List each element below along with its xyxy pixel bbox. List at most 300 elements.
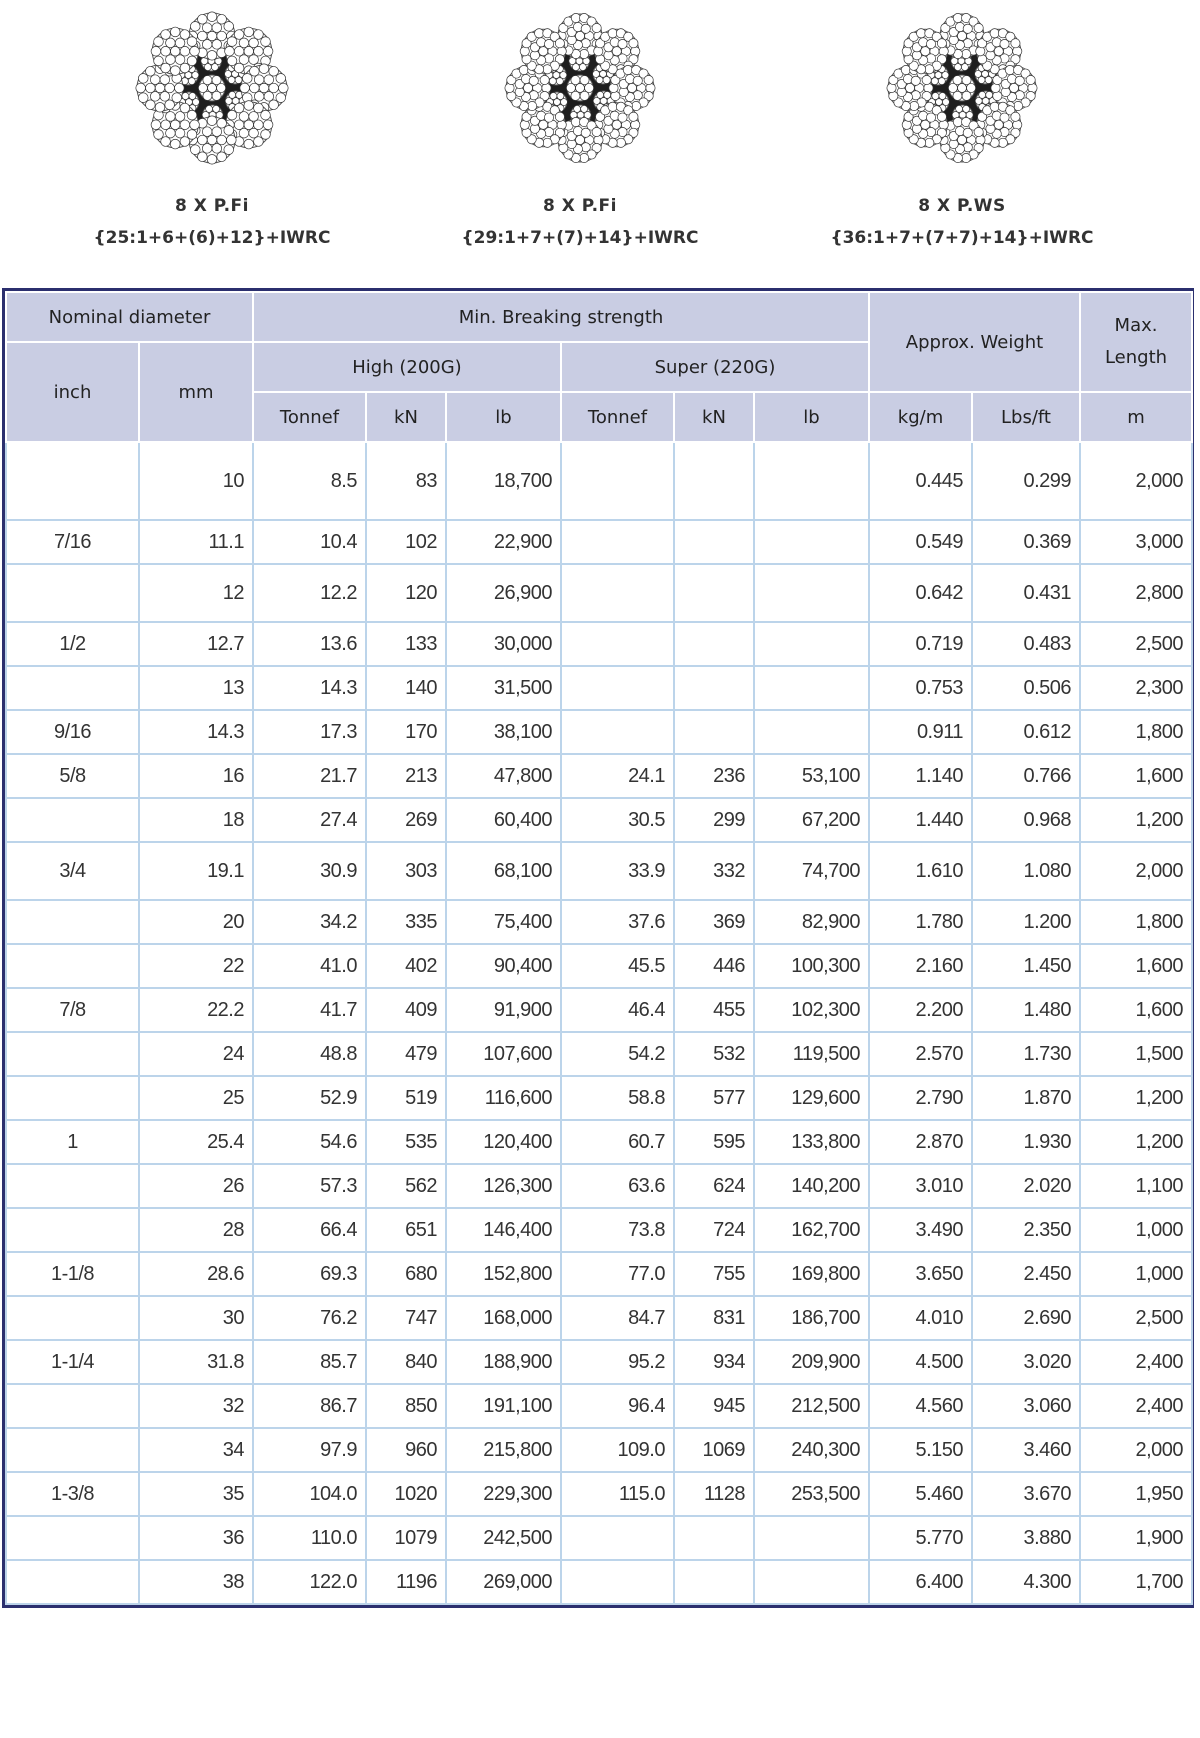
cell-super-tonnef xyxy=(561,1516,674,1560)
cell-high-tonnef: 48.8 xyxy=(253,1032,366,1076)
cell-lbs-per-ft: 0.612 xyxy=(972,710,1080,754)
rope-diagram-3 xyxy=(782,8,1142,248)
cell-kg-per-m: 1.780 xyxy=(869,900,972,944)
header-max-length xyxy=(1080,292,1192,392)
cell-kg-per-m: 3.490 xyxy=(869,1208,972,1252)
cell-super-lb xyxy=(754,1516,869,1560)
cell-high-kn: 1079 xyxy=(366,1516,446,1560)
header-min-breaking-strength: Min. Breaking strength xyxy=(253,292,869,342)
cell-high-lb: 215,800 xyxy=(446,1428,561,1472)
cell-super-lb: 162,700 xyxy=(754,1208,869,1252)
header-inch: inch xyxy=(6,342,139,442)
cell-super-kn: 595 xyxy=(674,1120,754,1164)
cell-super-kn: 1069 xyxy=(674,1428,754,1472)
cell-lbs-per-ft: 3.880 xyxy=(972,1516,1080,1560)
cell-super-lb: 186,700 xyxy=(754,1296,869,1340)
cell-inch xyxy=(6,1428,139,1472)
cell-super-tonnef xyxy=(561,442,674,520)
cell-high-tonnef: 13.6 xyxy=(253,622,366,666)
cell-kg-per-m: 0.549 xyxy=(869,520,972,564)
cell-mm: 10 xyxy=(139,442,253,520)
cell-high-kn: 519 xyxy=(366,1076,446,1120)
table-row xyxy=(6,1164,1192,1208)
cell-super-tonnef: 58.8 xyxy=(561,1076,674,1120)
cell-high-tonnef: 52.9 xyxy=(253,1076,366,1120)
cell-super-kn xyxy=(674,666,754,710)
cell-max-length: 1,900 xyxy=(1080,1516,1192,1560)
cell-super-kn: 624 xyxy=(674,1164,754,1208)
cell-lbs-per-ft: 1.480 xyxy=(972,988,1080,1032)
cell-super-kn: 934 xyxy=(674,1340,754,1384)
table-row xyxy=(6,1252,1192,1296)
cell-super-tonnef: 24.1 xyxy=(561,754,674,798)
table-row xyxy=(6,666,1192,710)
cell-high-tonnef: 122.0 xyxy=(253,1560,366,1604)
cell-super-kn xyxy=(674,520,754,564)
cell-super-tonnef xyxy=(561,666,674,710)
cell-mm: 38 xyxy=(139,1560,253,1604)
cell-super-kn: 299 xyxy=(674,798,754,842)
specification-table-frame xyxy=(2,288,1194,1608)
cell-kg-per-m: 5.460 xyxy=(869,1472,972,1516)
cell-lbs-per-ft: 1.930 xyxy=(972,1120,1080,1164)
cell-super-tonnef: 115.0 xyxy=(561,1472,674,1516)
rope-name: 8 X P.WS xyxy=(918,196,1006,216)
cell-super-kn xyxy=(674,622,754,666)
cell-super-lb: 133,800 xyxy=(754,1120,869,1164)
cell-mm: 18 xyxy=(139,798,253,842)
cell-mm: 24 xyxy=(139,1032,253,1076)
table-row xyxy=(6,564,1192,622)
cell-super-kn: 945 xyxy=(674,1384,754,1428)
cell-lbs-per-ft: 0.299 xyxy=(972,442,1080,520)
cell-super-kn xyxy=(674,564,754,622)
cell-mm: 14.3 xyxy=(139,710,253,754)
cell-super-kn: 455 xyxy=(674,988,754,1032)
cell-high-kn: 120 xyxy=(366,564,446,622)
cell-high-tonnef: 69.3 xyxy=(253,1252,366,1296)
cell-lbs-per-ft: 0.766 xyxy=(972,754,1080,798)
cell-high-lb: 26,900 xyxy=(446,564,561,622)
cell-super-kn: 831 xyxy=(674,1296,754,1340)
cell-super-kn xyxy=(674,1560,754,1604)
cell-super-kn: 724 xyxy=(674,1208,754,1252)
cell-super-tonnef xyxy=(561,520,674,564)
cell-inch xyxy=(6,798,139,842)
cell-mm: 25.4 xyxy=(139,1120,253,1164)
header-lbs-per-ft: Lbs/ft xyxy=(972,392,1080,442)
cell-inch xyxy=(6,900,139,944)
cell-high-tonnef: 34.2 xyxy=(253,900,366,944)
cell-mm: 28.6 xyxy=(139,1252,253,1296)
cell-lbs-per-ft: 3.060 xyxy=(972,1384,1080,1428)
cell-max-length: 3,000 xyxy=(1080,520,1192,564)
cell-high-tonnef: 41.0 xyxy=(253,944,366,988)
cell-super-tonnef: 109.0 xyxy=(561,1428,674,1472)
cell-high-kn: 269 xyxy=(366,798,446,842)
cell-super-lb xyxy=(754,442,869,520)
cell-super-kn xyxy=(674,710,754,754)
cell-inch: 1-1/4 xyxy=(6,1340,139,1384)
cell-mm: 12.7 xyxy=(139,622,253,666)
cell-high-kn: 535 xyxy=(366,1120,446,1164)
cell-super-lb: 240,300 xyxy=(754,1428,869,1472)
cell-super-tonnef: 37.6 xyxy=(561,900,674,944)
cell-high-lb: 188,900 xyxy=(446,1340,561,1384)
cell-mm: 31.8 xyxy=(139,1340,253,1384)
cell-max-length: 2,300 xyxy=(1080,666,1192,710)
cell-high-lb: 269,000 xyxy=(446,1560,561,1604)
rope-diagram-1 xyxy=(32,8,392,248)
cell-lbs-per-ft: 1.870 xyxy=(972,1076,1080,1120)
cell-mm: 16 xyxy=(139,754,253,798)
cell-kg-per-m: 4.010 xyxy=(869,1296,972,1340)
cell-mm: 36 xyxy=(139,1516,253,1560)
cell-mm: 30 xyxy=(139,1296,253,1340)
cell-inch xyxy=(6,1560,139,1604)
cell-inch: 1 xyxy=(6,1120,139,1164)
header-super-tonnef: Tonnef xyxy=(561,392,674,442)
cell-super-lb: 67,200 xyxy=(754,798,869,842)
cell-super-kn: 446 xyxy=(674,944,754,988)
cell-high-lb: 120,400 xyxy=(446,1120,561,1164)
cell-high-tonnef: 17.3 xyxy=(253,710,366,754)
cell-high-tonnef: 76.2 xyxy=(253,1296,366,1340)
cell-inch xyxy=(6,1384,139,1428)
cell-inch xyxy=(6,1296,139,1340)
table-row xyxy=(6,1428,1192,1472)
cell-mm: 22.2 xyxy=(139,988,253,1032)
rope-construction: {36:1+7+(7+7)+14}+IWRC xyxy=(830,228,1094,248)
cell-high-lb: 90,400 xyxy=(446,944,561,988)
header-max-length-label: Max. Length xyxy=(1104,315,1168,368)
cell-super-kn: 755 xyxy=(674,1252,754,1296)
table-row xyxy=(6,842,1192,900)
cell-lbs-per-ft: 3.670 xyxy=(972,1472,1080,1516)
cell-inch xyxy=(6,442,139,520)
cell-high-lb: 91,900 xyxy=(446,988,561,1032)
cell-super-lb xyxy=(754,1560,869,1604)
cell-mm: 22 xyxy=(139,944,253,988)
cell-inch: 1/2 xyxy=(6,622,139,666)
cell-high-kn: 170 xyxy=(366,710,446,754)
cell-max-length: 1,600 xyxy=(1080,988,1192,1032)
cell-super-tonnef: 46.4 xyxy=(561,988,674,1032)
cell-high-lb: 68,100 xyxy=(446,842,561,900)
cell-super-tonnef: 60.7 xyxy=(561,1120,674,1164)
cell-high-tonnef: 14.3 xyxy=(253,666,366,710)
cell-super-kn: 577 xyxy=(674,1076,754,1120)
cell-inch: 7/8 xyxy=(6,988,139,1032)
cell-max-length: 1,950 xyxy=(1080,1472,1192,1516)
rope-cross-section-image xyxy=(132,8,292,168)
rope-name: 8 X P.Fi xyxy=(174,196,249,216)
cell-super-lb: 100,300 xyxy=(754,944,869,988)
cell-max-length: 2,000 xyxy=(1080,842,1192,900)
cell-mm: 26 xyxy=(139,1164,253,1208)
rope-cross-section-image xyxy=(882,8,1042,168)
rope-diagram-2 xyxy=(400,8,760,248)
cell-super-kn: 1128 xyxy=(674,1472,754,1516)
cell-super-lb: 212,500 xyxy=(754,1384,869,1428)
header-row-1 xyxy=(6,292,1192,342)
cell-lbs-per-ft: 1.450 xyxy=(972,944,1080,988)
cell-kg-per-m: 0.911 xyxy=(869,710,972,754)
cell-kg-per-m: 5.150 xyxy=(869,1428,972,1472)
cell-high-tonnef: 10.4 xyxy=(253,520,366,564)
cell-high-kn: 335 xyxy=(366,900,446,944)
cell-mm: 20 xyxy=(139,900,253,944)
cell-kg-per-m: 2.200 xyxy=(869,988,972,1032)
cell-max-length: 1,200 xyxy=(1080,1120,1192,1164)
cell-max-length: 1,800 xyxy=(1080,710,1192,754)
table-row xyxy=(6,1208,1192,1252)
cell-super-lb: 129,600 xyxy=(754,1076,869,1120)
cell-high-tonnef: 27.4 xyxy=(253,798,366,842)
cell-high-tonnef: 85.7 xyxy=(253,1340,366,1384)
cell-kg-per-m: 0.719 xyxy=(869,622,972,666)
cell-super-kn: 369 xyxy=(674,900,754,944)
cell-inch: 7/16 xyxy=(6,520,139,564)
cell-mm: 11.1 xyxy=(139,520,253,564)
cell-super-tonnef: 73.8 xyxy=(561,1208,674,1252)
table-row xyxy=(6,944,1192,988)
cell-lbs-per-ft: 1.730 xyxy=(972,1032,1080,1076)
header-high-200g: High (200G) xyxy=(253,342,561,392)
cell-max-length: 2,500 xyxy=(1080,1296,1192,1340)
table-row xyxy=(6,710,1192,754)
cell-high-tonnef: 41.7 xyxy=(253,988,366,1032)
cell-high-kn: 83 xyxy=(366,442,446,520)
cell-kg-per-m: 1.140 xyxy=(869,754,972,798)
table-row xyxy=(6,988,1192,1032)
table-row xyxy=(6,1340,1192,1384)
cell-high-kn: 1020 xyxy=(366,1472,446,1516)
header-kg-per-m: kg/m xyxy=(869,392,972,442)
cell-high-kn: 140 xyxy=(366,666,446,710)
cell-max-length: 1,600 xyxy=(1080,944,1192,988)
header-super-kn: kN xyxy=(674,392,754,442)
cell-max-length: 2,400 xyxy=(1080,1384,1192,1428)
cell-super-kn: 332 xyxy=(674,842,754,900)
cell-super-tonnef: 54.2 xyxy=(561,1032,674,1076)
cell-super-lb: 53,100 xyxy=(754,754,869,798)
cell-super-kn xyxy=(674,1516,754,1560)
cell-super-lb: 74,700 xyxy=(754,842,869,900)
cell-high-tonnef: 12.2 xyxy=(253,564,366,622)
cell-max-length: 1,600 xyxy=(1080,754,1192,798)
cell-high-kn: 680 xyxy=(366,1252,446,1296)
table-row xyxy=(6,1120,1192,1164)
cell-lbs-per-ft: 2.020 xyxy=(972,1164,1080,1208)
cell-lbs-per-ft: 0.483 xyxy=(972,622,1080,666)
cell-super-tonnef: 30.5 xyxy=(561,798,674,842)
cell-super-lb: 209,900 xyxy=(754,1340,869,1384)
cell-high-kn: 651 xyxy=(366,1208,446,1252)
cell-super-lb: 169,800 xyxy=(754,1252,869,1296)
cell-inch xyxy=(6,1164,139,1208)
cell-inch xyxy=(6,944,139,988)
header-super-220g: Super (220G) xyxy=(561,342,869,392)
table-row xyxy=(6,1296,1192,1340)
cell-high-lb: 75,400 xyxy=(446,900,561,944)
cell-mm: 34 xyxy=(139,1428,253,1472)
cell-inch xyxy=(6,564,139,622)
cell-super-kn: 532 xyxy=(674,1032,754,1076)
cell-high-tonnef: 54.6 xyxy=(253,1120,366,1164)
cell-max-length: 1,800 xyxy=(1080,900,1192,944)
table-row xyxy=(6,1032,1192,1076)
cell-lbs-per-ft: 2.690 xyxy=(972,1296,1080,1340)
table-row xyxy=(6,798,1192,842)
cell-high-kn: 747 xyxy=(366,1296,446,1340)
cell-high-lb: 146,400 xyxy=(446,1208,561,1252)
cell-high-tonnef: 66.4 xyxy=(253,1208,366,1252)
cell-super-lb: 82,900 xyxy=(754,900,869,944)
cell-lbs-per-ft: 0.431 xyxy=(972,564,1080,622)
cell-max-length: 1,000 xyxy=(1080,1208,1192,1252)
header-length-m: m xyxy=(1080,392,1192,442)
rope-cross-section-image xyxy=(500,8,660,168)
cell-lbs-per-ft: 4.300 xyxy=(972,1560,1080,1604)
cell-kg-per-m: 0.445 xyxy=(869,442,972,520)
cell-kg-per-m: 1.440 xyxy=(869,798,972,842)
cell-kg-per-m: 2.870 xyxy=(869,1120,972,1164)
cell-mm: 13 xyxy=(139,666,253,710)
table-row xyxy=(6,442,1192,520)
cell-super-tonnef: 96.4 xyxy=(561,1384,674,1428)
cell-kg-per-m: 3.650 xyxy=(869,1252,972,1296)
cell-super-tonnef xyxy=(561,1560,674,1604)
cell-mm: 19.1 xyxy=(139,842,253,900)
cell-super-lb: 119,500 xyxy=(754,1032,869,1076)
cell-super-lb: 140,200 xyxy=(754,1164,869,1208)
cell-lbs-per-ft: 2.450 xyxy=(972,1252,1080,1296)
cell-high-tonnef: 8.5 xyxy=(253,442,366,520)
cell-super-lb xyxy=(754,520,869,564)
cell-max-length: 1,000 xyxy=(1080,1252,1192,1296)
cell-inch: 1-3/8 xyxy=(6,1472,139,1516)
cell-kg-per-m: 6.400 xyxy=(869,1560,972,1604)
cell-inch: 3/4 xyxy=(6,842,139,900)
table-row xyxy=(6,520,1192,564)
cell-high-lb: 47,800 xyxy=(446,754,561,798)
cell-high-lb: 116,600 xyxy=(446,1076,561,1120)
cell-super-lb: 102,300 xyxy=(754,988,869,1032)
header-super-lb: lb xyxy=(754,392,869,442)
cell-high-kn: 213 xyxy=(366,754,446,798)
cell-lbs-per-ft: 0.369 xyxy=(972,520,1080,564)
cell-lbs-per-ft: 3.460 xyxy=(972,1428,1080,1472)
cell-kg-per-m: 0.753 xyxy=(869,666,972,710)
cell-kg-per-m: 4.500 xyxy=(869,1340,972,1384)
cell-high-lb: 168,000 xyxy=(446,1296,561,1340)
cell-super-tonnef xyxy=(561,564,674,622)
cell-kg-per-m: 1.610 xyxy=(869,842,972,900)
cell-high-kn: 850 xyxy=(366,1384,446,1428)
cell-high-tonnef: 57.3 xyxy=(253,1164,366,1208)
cell-super-tonnef: 63.6 xyxy=(561,1164,674,1208)
rope-name: 8 X P.Fi xyxy=(542,196,617,216)
cell-mm: 35 xyxy=(139,1472,253,1516)
cell-lbs-per-ft: 0.506 xyxy=(972,666,1080,710)
cell-high-lb: 229,300 xyxy=(446,1472,561,1516)
cell-high-kn: 562 xyxy=(366,1164,446,1208)
header-nominal-diameter: Nominal diameter xyxy=(6,292,253,342)
table-row xyxy=(6,1560,1192,1604)
cell-high-lb: 242,500 xyxy=(446,1516,561,1560)
cell-max-length: 1,200 xyxy=(1080,798,1192,842)
cell-super-lb xyxy=(754,710,869,754)
table-body xyxy=(6,442,1192,1604)
cell-lbs-per-ft: 1.080 xyxy=(972,842,1080,900)
cell-mm: 28 xyxy=(139,1208,253,1252)
cell-high-lb: 38,100 xyxy=(446,710,561,754)
table-row xyxy=(6,1076,1192,1120)
cell-high-lb: 152,800 xyxy=(446,1252,561,1296)
cell-inch xyxy=(6,1208,139,1252)
cell-inch xyxy=(6,1032,139,1076)
rope-construction: {25:1+6+(6)+12}+IWRC xyxy=(93,228,331,248)
header-approx-weight: Approx. Weight xyxy=(869,292,1080,392)
cell-high-tonnef: 30.9 xyxy=(253,842,366,900)
cell-super-lb: 253,500 xyxy=(754,1472,869,1516)
cell-high-lb: 107,600 xyxy=(446,1032,561,1076)
cell-super-tonnef: 45.5 xyxy=(561,944,674,988)
cell-high-lb: 30,000 xyxy=(446,622,561,666)
table-row xyxy=(6,1472,1192,1516)
cell-high-tonnef: 104.0 xyxy=(253,1472,366,1516)
cell-mm: 32 xyxy=(139,1384,253,1428)
cell-super-tonnef: 33.9 xyxy=(561,842,674,900)
cell-kg-per-m: 2.160 xyxy=(869,944,972,988)
cell-max-length: 2,000 xyxy=(1080,1428,1192,1472)
cell-max-length: 1,700 xyxy=(1080,1560,1192,1604)
cell-inch xyxy=(6,1076,139,1120)
cell-high-lb: 126,300 xyxy=(446,1164,561,1208)
cell-kg-per-m: 5.770 xyxy=(869,1516,972,1560)
cell-high-kn: 133 xyxy=(366,622,446,666)
cell-lbs-per-ft: 2.350 xyxy=(972,1208,1080,1252)
cell-high-lb: 22,900 xyxy=(446,520,561,564)
cell-high-kn: 479 xyxy=(366,1032,446,1076)
cell-super-kn xyxy=(674,442,754,520)
cell-max-length: 1,200 xyxy=(1080,1076,1192,1120)
cell-super-kn: 236 xyxy=(674,754,754,798)
cell-high-tonnef: 97.9 xyxy=(253,1428,366,1472)
cell-super-lb xyxy=(754,622,869,666)
table-row xyxy=(6,900,1192,944)
cell-inch: 9/16 xyxy=(6,710,139,754)
cell-super-lb xyxy=(754,564,869,622)
cell-high-lb: 31,500 xyxy=(446,666,561,710)
table-row xyxy=(6,622,1192,666)
cell-max-length: 2,400 xyxy=(1080,1340,1192,1384)
cell-lbs-per-ft: 3.020 xyxy=(972,1340,1080,1384)
cell-high-lb: 18,700 xyxy=(446,442,561,520)
cell-inch: 1-1/8 xyxy=(6,1252,139,1296)
cell-max-length: 2,000 xyxy=(1080,442,1192,520)
cell-super-tonnef: 84.7 xyxy=(561,1296,674,1340)
header-high-kn: kN xyxy=(366,392,446,442)
cell-inch xyxy=(6,1516,139,1560)
cell-high-kn: 960 xyxy=(366,1428,446,1472)
specification-table xyxy=(5,291,1193,1605)
cell-kg-per-m: 2.790 xyxy=(869,1076,972,1120)
rope-diagrams xyxy=(0,0,1200,280)
cell-high-tonnef: 21.7 xyxy=(253,754,366,798)
cell-inch: 5/8 xyxy=(6,754,139,798)
